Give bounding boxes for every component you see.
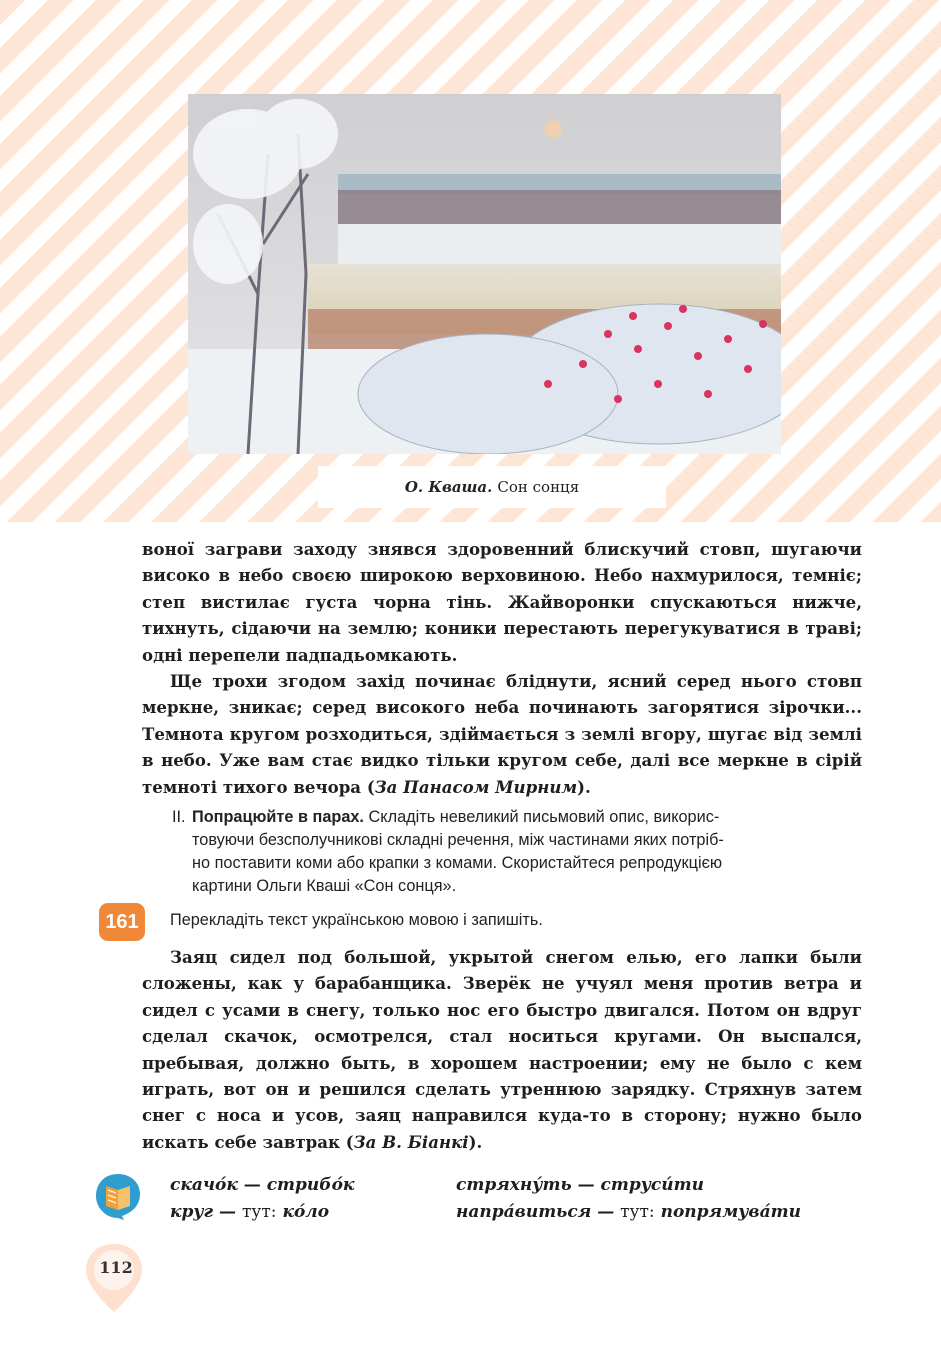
exercise-number-badge: 161 xyxy=(99,903,145,941)
caption-title: Сон сонця xyxy=(497,478,580,496)
task-pair-work: ІІ. Попрацюйте в парах. Складіть невеликий письмовий опис, викорис- товуючи безсполучникові складні речення, між частинами яких потріб- но поставити коми або крапки з комами. Скористайтеся репродукцією картини Ольги Кваші «Сон сонця». xyxy=(172,808,724,895)
page-number: 112 xyxy=(99,1258,133,1277)
passage-paragraph-1: воної заграви заходу знявся здоровенний блискучий стовп, шугаючи високо в небо своєю широкою верховиною. Небо нахмурилося, темніє; степ вистилає густа чорна тінь. Жайворонки спускаються нижче, тихнуть, сідаючи на землю; коники перестають перегукуватися в траві; одні перепели падпадьомкають. xyxy=(142,539,862,665)
task-number: ІІ. xyxy=(172,808,186,826)
task-heading: Попрацюйте в парах. xyxy=(192,808,364,826)
passage-russian xyxy=(142,944,862,1155)
vocab-entry-2: круг — тут: ко́ло xyxy=(170,1202,330,1222)
passage-source: За Панасом Мирним xyxy=(374,776,578,797)
painting-illustration xyxy=(188,94,781,454)
page-number-marker xyxy=(74,1238,154,1318)
vocab-entry-3: стряхну́ть — струси́ти xyxy=(456,1175,704,1195)
painting-caption xyxy=(318,466,666,508)
vocab-entry-4: напра́виться — тут: попрямува́ти xyxy=(456,1202,801,1222)
passage-russian-paragraph: Заяц сидел под большой, укрытой снегом елью, его лапки были сложены, как у барабанщика. Зверёк не учуял меня против ветра и сидел с усами в снегу, только нос его быстро двигался. Потом он вдруг сделал скачок, осмотрелся, стал носиться кругами. Он выспался, пребывая, должно быть, в хорошем настроении; ему не было с кем играть, вот он и решился сделать утреннюю зарядку. Стряхнув затем снег с носа и усов, заяц направился куда-то в сторону; нужно было искать себе завтрак (За В. Біанкі). xyxy=(142,947,862,1152)
passage-ukrainian xyxy=(142,536,862,800)
passage-paragraph-2: Ще трохи згодом захід починає бліднути, ясний серед нього стовп меркне, зникає; серед високого неба починають загорятися зірочки... Темнота кругом розходиться, здіймається з землі вгору, шугає від землі в небо. Уже вам стає видко тільки кругом себе, далі все меркне в сірій темноті тихого вечора (За Панасом Мирним). xyxy=(142,671,862,797)
caption-author: О. Кваша. xyxy=(404,478,493,496)
vocab-entry-1: скачо́к — стрибо́к xyxy=(170,1175,355,1195)
book-icon xyxy=(94,1172,142,1222)
passage-russian-source: За В. Біанкі xyxy=(353,1131,469,1152)
exercise-instruction: Перекладіть текст українською мовою і запишіть. xyxy=(170,911,543,929)
